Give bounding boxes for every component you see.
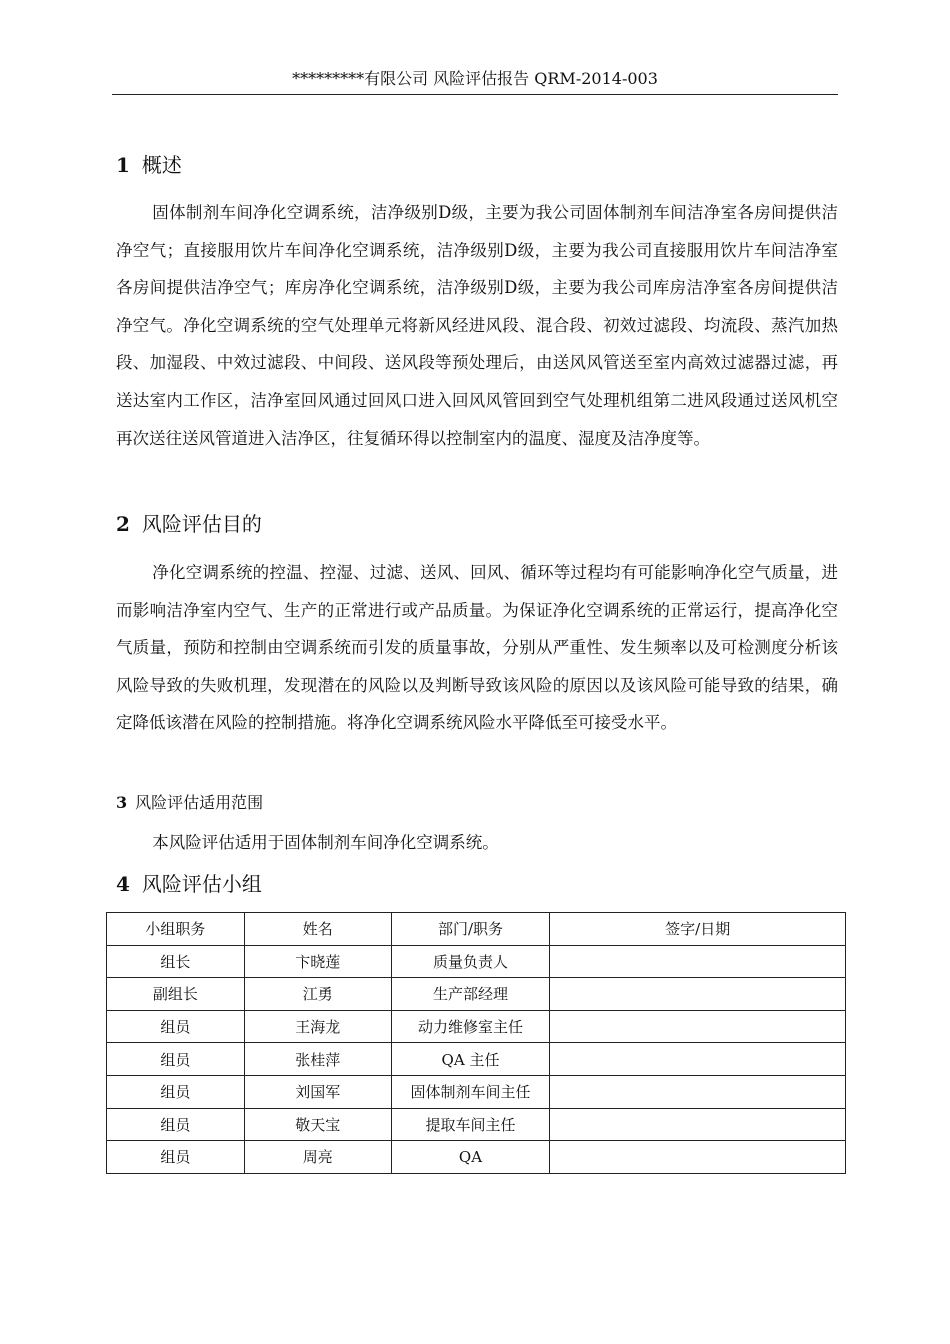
cell-dept: 固体制剂车间主任 [391, 1075, 550, 1108]
section-1-body: 固体制剂车间净化空调系统，洁净级别D级，主要为我公司固体制剂车间洁净室各房间提供洁净空气；直接服用饮片车间净化空调系统，洁净级别D级，主要为我公司直接服用饮片车间洁净室各房间提供洁净空气；库房净化空调系统，洁净级别D级，主要为我公司库房洁净室各房间提供洁净空气。净化空调系统的空气处理单元将新风经进风段、混合段、初效过滤段、均流段、蒸汽加热段、加湿段、中效过滤段、中间段、送风段等预处理后，由送风风管送至室内高效过滤器过滤，再送达室内工作区，洁净室回风通过回风口进入回风风管回到空气处理机组第二进风段通过送风机空再次送往送风管道进入洁净区，往复循环得以控制室内的温度、湿度及洁净度等。 [116, 203, 838, 448]
header-cell-signature: 签字/日期 [550, 913, 846, 946]
section-3-title: 风险评估适用范围 [135, 793, 264, 812]
cell-name: 江勇 [244, 978, 391, 1011]
header-cell-role: 小组职务 [107, 913, 245, 946]
cell-signature[interactable] [550, 1108, 846, 1141]
cell-signature[interactable] [550, 1075, 846, 1108]
table-row [107, 1075, 846, 1108]
table-row [107, 1141, 846, 1174]
cell-role: 组员 [107, 1010, 245, 1043]
cell-role: 组员 [107, 1043, 245, 1076]
section-4-heading [116, 869, 838, 899]
section-3-heading [116, 789, 838, 817]
cell-dept: 提取车间主任 [391, 1108, 550, 1141]
table-header-row [107, 913, 846, 946]
cell-name: 卞晓莲 [244, 945, 391, 978]
header-cell-name: 姓名 [244, 913, 391, 946]
cell-role: 组员 [107, 1108, 245, 1141]
section-1-number: 1 [116, 153, 130, 177]
cell-dept: QA 主任 [391, 1043, 550, 1076]
cell-name: 刘国军 [244, 1075, 391, 1108]
section-3-body: 本风险评估适用于固体制剂车间净化空调系统。 [152, 833, 499, 852]
cell-dept: 动力维修室主任 [391, 1010, 550, 1043]
section-4-number: 4 [116, 872, 130, 896]
cell-dept: 生产部经理 [391, 978, 550, 1011]
cell-signature[interactable] [550, 1043, 846, 1076]
cell-name: 周亮 [244, 1141, 391, 1174]
table-row [107, 1108, 846, 1141]
cell-role: 副组长 [107, 978, 245, 1011]
section-1-heading [116, 150, 838, 180]
section-3-number: 3 [116, 793, 128, 812]
section-4-title: 风险评估小组 [141, 872, 262, 896]
table-row [107, 978, 846, 1011]
cell-signature[interactable] [550, 945, 846, 978]
section-2-number: 2 [116, 512, 130, 536]
header-cell-dept: 部门/职务 [391, 913, 550, 946]
team-table [106, 912, 846, 1174]
cell-signature[interactable] [550, 978, 846, 1011]
table-row [107, 945, 846, 978]
page-header: *********有限公司 风险评估报告 QRM-2014-003 [112, 66, 838, 95]
table-row [107, 1043, 846, 1076]
cell-name: 张桂萍 [244, 1043, 391, 1076]
cell-signature[interactable] [550, 1141, 846, 1174]
cell-role: 组员 [107, 1141, 245, 1174]
cell-name: 敬天宝 [244, 1108, 391, 1141]
section-2-title: 风险评估目的 [141, 512, 262, 536]
section-1-title: 概述 [141, 153, 182, 177]
section-2-heading [116, 509, 838, 539]
cell-role: 组员 [107, 1075, 245, 1108]
cell-dept: 质量负责人 [391, 945, 550, 978]
cell-role: 组长 [107, 945, 245, 978]
table-row [107, 1010, 846, 1043]
section-2-body: 净化空调系统的控温、控湿、过滤、送风、回风、循环等过程均有可能影响净化空气质量，进而影响洁净室内空气、生产的正常进行或产品质量。为保证净化空调系统的正常运行，提高净化空气质量，预防和控制由空调系统而引发的质量事故，分别从严重性、发生频率以及可检测度分析该风险导致的失败机理，发现潜在的风险以及判断导致该风险的原因以及该风险可能导致的结果，确定降低该潜在风险的控制措施。将净化空调系统风险水平降低至可接受水平。 [116, 563, 838, 733]
cell-dept: QA [391, 1141, 550, 1174]
cell-signature[interactable] [550, 1010, 846, 1043]
cell-name: 王海龙 [244, 1010, 391, 1043]
